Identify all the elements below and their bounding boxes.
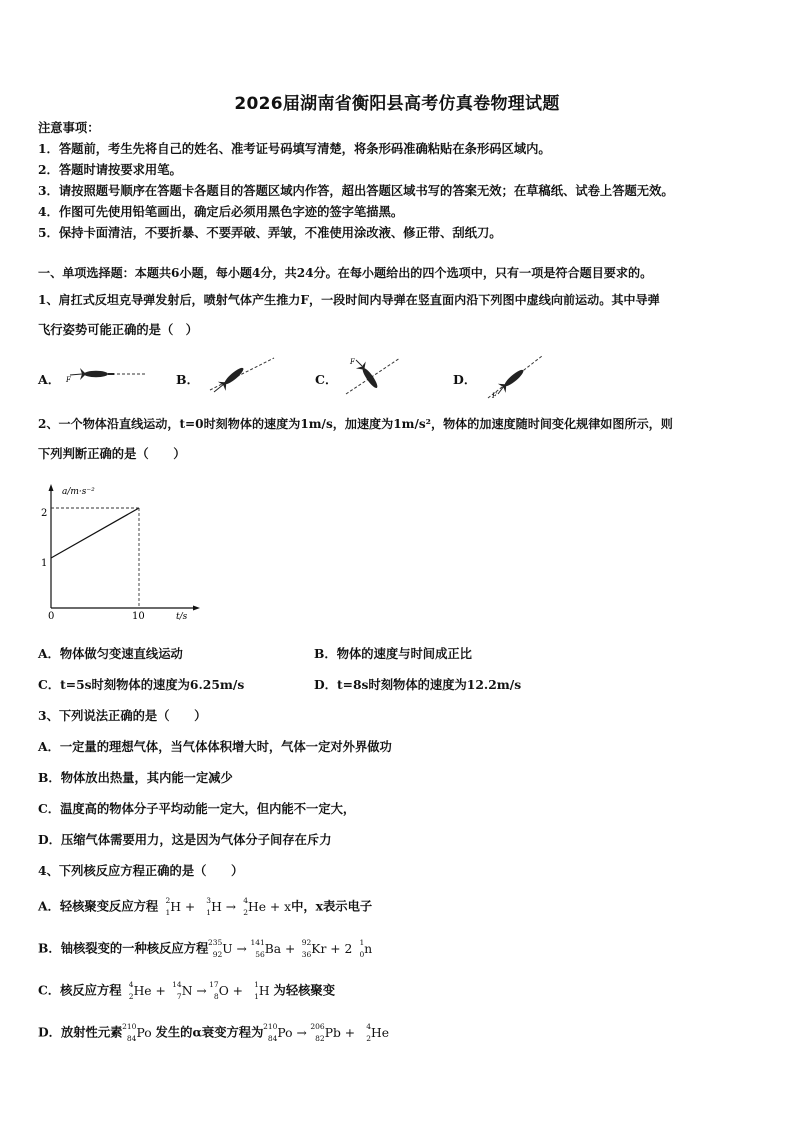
q4-option-a-equation: 2 1 H + 3 1 H → 4 2 He + x — [165, 896, 292, 917]
q1-option-b-label: B． — [176, 372, 200, 387]
q2-option-b: B．物体的速度与时间成正比 — [314, 646, 472, 661]
q1-stem-line1: 1、肩扛式反坦克导弹发射后，喷射气体产生推力F，一段时间内导弹在竖直面内沿下列图中虚线向前运动。其中导弹 — [38, 293, 660, 307]
q1-stem-line2: 飞行姿势可能正确的是（ ） — [38, 322, 198, 337]
q3-option-a: A．一定量的理想气体，当气体体积增大时，气体一定对外界做功 — [38, 739, 392, 754]
q3-option-c: C．温度高的物体分子平均动能一定大，但内能不一定大， — [38, 801, 356, 816]
q4-option-d — [38, 1024, 389, 1042]
q2-option-a: A．物体做匀变速直线运动 — [38, 646, 183, 661]
q4-option-b — [38, 940, 372, 958]
q1-option-c-label: C． — [315, 372, 338, 387]
q1-option-b-figure — [200, 354, 276, 396]
q2-stem-line2: 下列判断正确的是（ ） — [38, 446, 186, 461]
force-label-c: F — [350, 358, 355, 366]
x-tick-10: 10 — [132, 611, 145, 622]
q3-stem: 3、下列说法正确的是（ ） — [38, 708, 207, 723]
q4-option-b-equation: 235 92 U → 141 56 Ba + 92 36 Kr + 2 1 0 n — [207, 938, 373, 959]
q4-stem: 4、下列核反应方程正确的是（ ） — [38, 863, 244, 878]
y-axis-label: a/m·s⁻² — [62, 487, 95, 497]
q4-option-c — [38, 982, 335, 1000]
y-axis-arrow — [49, 484, 54, 491]
q2-stem-line1: 2、一个物体沿直线运动，t=0时刻物体的速度为1m/s，加速度为1m/s²，物体的加速度随时间变化规律如图所示，则 — [38, 417, 673, 431]
q4-option-d-mid: 发生的α衰变方程为 — [155, 1024, 264, 1040]
q3-option-b: B．物体放出热量，其内能一定减少 — [38, 770, 233, 785]
q1-option-d-figure — [484, 354, 546, 400]
q1-option-a-figure — [62, 358, 148, 390]
q3-option-d: D．压缩气体需要用力，这是因为气体分子间存在斥力 — [38, 832, 332, 847]
notice-item-4: 4．作图可先使用铅笔画出，确定后必须用黑色字迹的签字笔描黑。 — [38, 204, 404, 219]
q4-option-a — [38, 898, 372, 916]
x-axis-label: t/s — [176, 612, 188, 622]
x-axis-arrow — [193, 606, 200, 611]
y-tick-2: 2 — [41, 508, 48, 519]
notice-item-2: 2．答题时请按要求用笔。 — [38, 162, 182, 177]
x-tick-0: 0 — [48, 611, 55, 622]
page-title: 2026届湖南省衡阳县高考仿真卷物理试题 — [234, 94, 560, 114]
q4-option-d-equation: 210 84 Po → 206 82 Pb + 4 2 He — [263, 1022, 389, 1043]
q4-option-d-text: D．放射性元素 — [38, 1024, 123, 1040]
q4-option-c-suffix: 为轻核聚变 — [273, 982, 336, 998]
notice-item-1: 1．答题前，考生先将自己的姓名、准考证号码填写清楚，将条形码准确粘贴在条形码区域内。 — [38, 141, 551, 156]
q4-option-b-text: B．铀核裂变的一种核反应方程 — [38, 940, 209, 956]
force-label-a: F — [66, 376, 71, 384]
q4-option-c-equation: 4 2 He + 14 7 N → 17 8 O + 1 1 H — [128, 980, 274, 1001]
q2-option-c: C．t=5s时刻物体的速度为6.25m/s — [38, 677, 245, 692]
q4-option-d-nuclide: 210 84 Po — [122, 1022, 156, 1043]
notice-item-5: 5．保持卡面清洁，不要折暴、不要弄破、弄皱，不准使用涂改液、修正带、刮纸刀。 — [38, 225, 502, 240]
data-line — [51, 508, 139, 558]
q1-option-d-label: D． — [453, 372, 477, 387]
q1-option-c-figure — [340, 354, 402, 396]
notice-item-3: 3．请按照题号顺序在答题卡各题目的答题区域内作答，超出答题区域书写的答案无效；在草稿纸、试卷上答题无效。 — [38, 183, 674, 198]
y-tick-1: 1 — [41, 558, 48, 569]
q4-option-a-text: A．轻核聚变反应方程 — [38, 898, 159, 914]
q1-option-a-label: A． — [38, 372, 61, 387]
q4-option-a-suffix: 中，x表示电子 — [291, 898, 373, 914]
q4-option-c-text: C．核反应方程 — [38, 982, 122, 998]
q2-option-d: D．t=8s时刻物体的速度为12.2m/s — [314, 677, 522, 692]
q2-acceleration-graph — [36, 482, 206, 628]
notice-heading: 注意事项： — [38, 120, 100, 135]
force-label-d: F — [492, 392, 497, 400]
section-heading: 一、单项选择题：本题共6小题，每小题4分，共24分。在每小题给出的四个选项中，只有一项是符合题目要求的。 — [38, 266, 653, 280]
